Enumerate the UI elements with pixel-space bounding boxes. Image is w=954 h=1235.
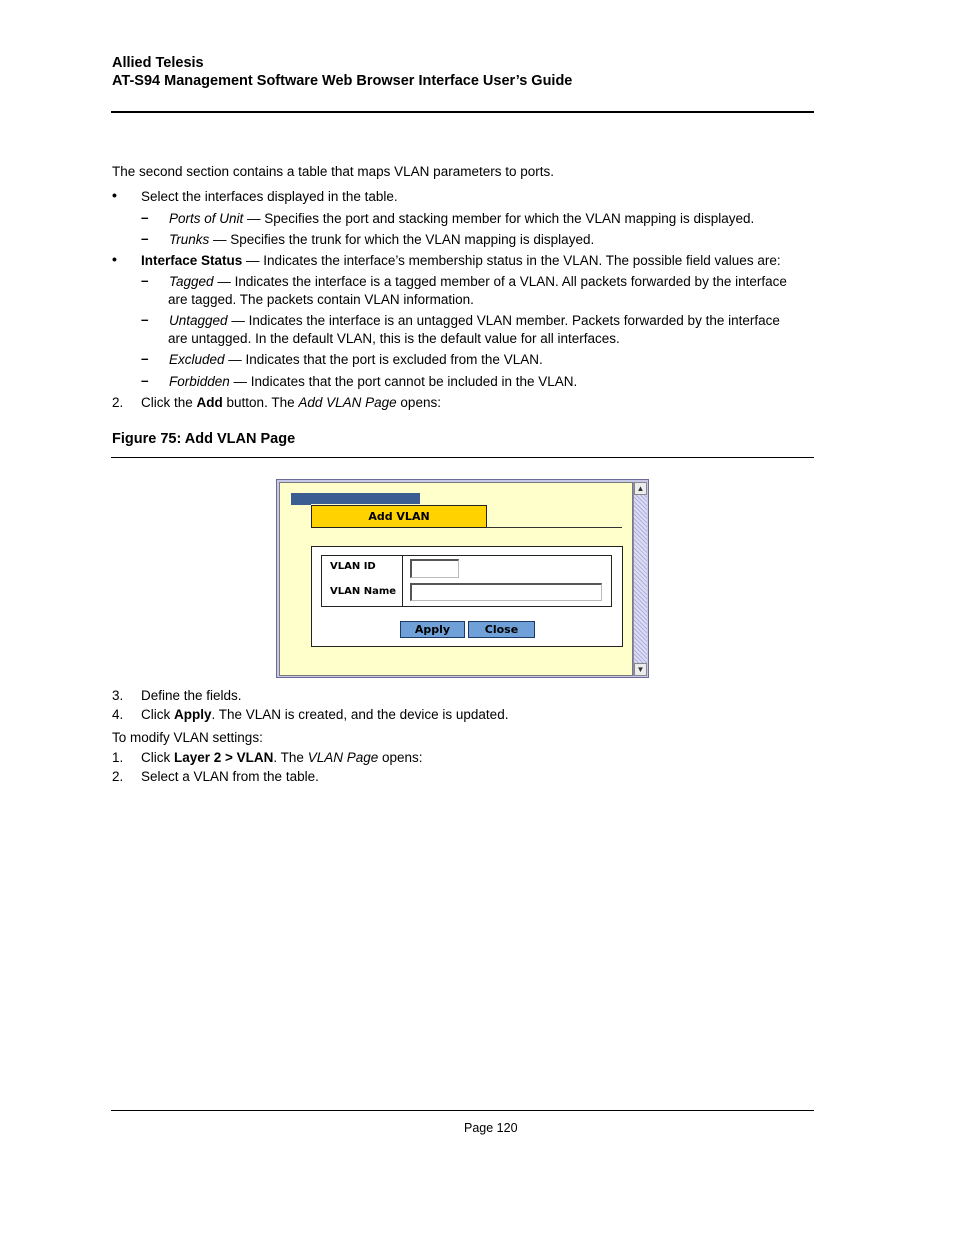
footer-rule <box>111 1110 814 1111</box>
desc-forbidden: — Indicates that the port cannot be included in the VLAN. <box>229 374 578 389</box>
step-click-layer2-vlan <box>141 749 423 767</box>
title-bar <box>291 493 420 504</box>
scroll-down-icon[interactable]: ▼ <box>634 663 647 676</box>
desc-interface-status: — Indicates the interface’s membership status in the VLAN. The possible field values are: <box>242 253 781 268</box>
term-forbidden: Forbidden <box>169 374 230 389</box>
page-number: Page 120 <box>464 1121 518 1135</box>
dash-marker: – <box>141 312 149 327</box>
scroll-up-icon[interactable]: ▲ <box>634 482 647 495</box>
step-text: Click the <box>141 395 197 410</box>
step-click-add <box>141 394 441 412</box>
term-ports-of-unit: Ports of Unit <box>169 211 244 226</box>
intro-paragraph: The second section contains a table that maps VLAN parameters to ports. <box>112 164 554 179</box>
desc-ports-of-unit: — Specifies the port and stacking member for which the VLAN mapping is displayed. <box>243 211 755 226</box>
sub-item-trunks <box>169 231 594 249</box>
bullet-marker: • <box>112 251 117 267</box>
add-vlan-window <box>276 479 649 678</box>
step-select-vlan: Select a VLAN from the table. <box>141 769 319 784</box>
sub-item-forbidden <box>169 373 577 391</box>
close-button[interactable]: Close <box>468 621 535 638</box>
step-text: opens: <box>396 395 441 410</box>
step-italic: Add VLAN Page <box>298 395 397 410</box>
sub-item-excluded <box>169 351 543 369</box>
step-text: . The VLAN is created, and the device is updated. <box>211 707 509 722</box>
figure-caption: Figure 75: Add VLAN Page <box>112 431 296 447</box>
company-name: Allied Telesis <box>112 55 204 71</box>
step-bold: Add <box>196 395 223 410</box>
step-text: Click <box>141 750 174 765</box>
modify-intro: To modify VLAN settings: <box>112 730 263 745</box>
step-text: opens: <box>378 750 423 765</box>
vertical-scrollbar[interactable] <box>633 482 647 676</box>
desc-excluded: — Indicates that the port is excluded from the VLAN. <box>224 352 543 367</box>
term-interface-status: Interface Status <box>141 253 243 268</box>
vlan-id-input[interactable] <box>410 559 459 578</box>
vlan-name-label: VLAN Name <box>330 586 397 597</box>
dash-marker: – <box>141 351 149 366</box>
tab-underline <box>486 527 622 528</box>
step-number: 3. <box>112 688 124 703</box>
step-text: Click <box>141 707 174 722</box>
field-divider <box>402 556 403 606</box>
step-click-apply <box>141 706 508 724</box>
apply-button[interactable]: Apply <box>400 621 465 638</box>
desc-untagged: — Indicates the interface is an untagged VLAN member. Packets forwarded by the interface <box>227 313 780 328</box>
term-trunks: Trunks <box>169 232 210 247</box>
guide-title: AT-S94 Management Software Web Browser Interface User’s Guide <box>112 73 573 89</box>
term-excluded: Excluded <box>169 352 225 367</box>
desc-trunks: — Specifies the trunk for which the VLAN mapping is displayed. <box>209 232 595 247</box>
tab-add-vlan[interactable]: Add VLAN <box>311 505 487 528</box>
bullet-select-interfaces: Select the interfaces displayed in the table. <box>141 189 398 204</box>
dash-marker: – <box>141 273 149 288</box>
dash-marker: – <box>141 210 149 225</box>
dash-marker: – <box>141 373 149 388</box>
desc-tagged: — Indicates the interface is a tagged member of a VLAN. All packets forwarded by the interface <box>213 274 787 289</box>
sub-item-untagged <box>169 312 780 330</box>
tab-divider <box>291 504 311 505</box>
bullet-interface-status <box>141 252 781 270</box>
vlan-name-input[interactable] <box>410 583 602 601</box>
bullet-marker: • <box>112 187 117 203</box>
step-italic: VLAN Page <box>307 750 379 765</box>
dash-marker: – <box>141 231 149 246</box>
step-bold: Apply <box>174 707 212 722</box>
step-number: 1. <box>112 750 124 765</box>
caption-rule <box>111 457 814 458</box>
step-bold: Layer 2 > VLAN <box>174 750 274 765</box>
sub-item-ports-of-unit <box>169 210 754 228</box>
field-table <box>321 555 612 607</box>
sub-item-tagged <box>169 273 787 291</box>
add-vlan-panel <box>279 482 633 676</box>
step-define-fields: Define the fields. <box>141 688 242 703</box>
sub-item-untagged-cont: are untagged. In the default VLAN, this is the default value for all interfaces. <box>168 331 620 346</box>
step-number: 4. <box>112 707 124 722</box>
vlan-form <box>311 546 623 647</box>
header-rule <box>111 111 814 113</box>
step-text: button. The <box>222 395 299 410</box>
vlan-id-label: VLAN ID <box>330 561 376 572</box>
term-untagged: Untagged <box>169 313 228 328</box>
step-number: 2. <box>112 769 124 784</box>
step-text: . The <box>273 750 308 765</box>
sub-item-tagged-cont: are tagged. The packets contain VLAN information. <box>168 292 474 307</box>
term-tagged: Tagged <box>169 274 214 289</box>
step-number: 2. <box>112 395 124 410</box>
